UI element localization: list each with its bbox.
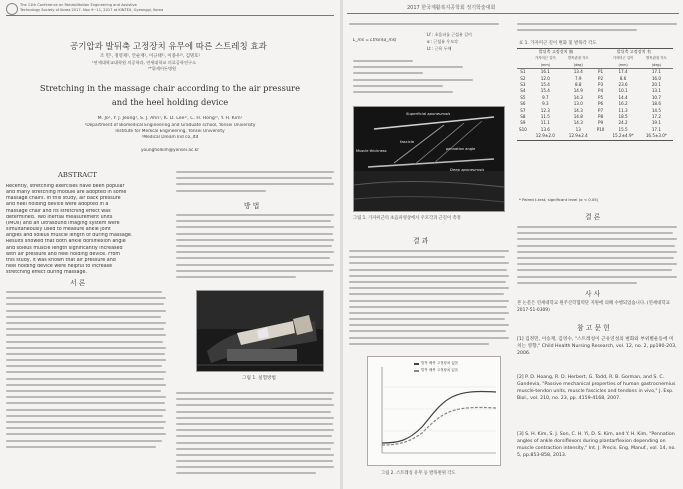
right-header-rule	[347, 13, 679, 14]
massage-chair-photo-illustration	[197, 291, 323, 371]
table-cell: 16.5±3.0*	[640, 133, 673, 140]
table-cell: S1	[520, 69, 526, 75]
left-page	[0, 0, 340, 489]
abstract-line: and many stretching module are adopted in some	[6, 190, 127, 196]
table-cell: 17.4	[618, 69, 628, 75]
running-header: 2017 한국재활복지공학회 정기학술대회	[407, 5, 496, 11]
table-cell: P7	[598, 107, 604, 113]
table-footnote: * Paired t-test, significant level (α < 0.05)	[519, 197, 599, 202]
table-cell: P6	[598, 101, 604, 107]
table-cell: 9.7	[542, 94, 549, 100]
table-cell	[595, 133, 607, 140]
abstract-line: stretching effect during massage.	[6, 270, 88, 276]
table-cell: 12.0	[540, 75, 550, 81]
table-cell: 12.9±2.4	[562, 133, 595, 140]
table-mean-row	[517, 133, 673, 140]
figure1-photo	[196, 290, 324, 372]
conclusion-text-lines	[517, 226, 677, 288]
table-cell: 14.3	[573, 120, 583, 126]
table-body	[517, 69, 673, 140]
table-cell: 15.4	[540, 88, 550, 94]
header-rule	[6, 15, 334, 16]
table-subheader: 발목관절 각도 (deg)	[640, 55, 673, 68]
result-heading: 결 과	[413, 237, 429, 245]
ultrasound-image-illustration	[354, 107, 504, 211]
table-cell: 23.6	[618, 82, 628, 88]
table-cell: 17.1	[651, 69, 661, 75]
table-cell: 20.1	[651, 82, 661, 88]
korean-authors: 조 민¹, 정영재¹, 안순재¹, 이규태¹⁾, 이종우²⁾, 김명호¹	[100, 54, 201, 59]
method-heading: 방 법	[244, 202, 260, 210]
korean-affiliation: ¹연세대학교대학원 의공학과, 연세대학교 의료공학연구소	[92, 60, 197, 65]
english-affiliation-3: ²Medical Dream Ind co.,ltd	[141, 135, 199, 140]
figure2-caption: 그림 1. 가자미근의 초음파영상에서 우모각과 근길이 측정	[353, 216, 461, 221]
table-cell: P3	[598, 82, 604, 88]
equation-lines	[353, 60, 503, 97]
reference-1: [1] 김정민, 이승재, 김영수, "스트레칭이 근유연성의 변화와 부위별운동에 미치는 영향," Child Health Nursing Research, vol. 12, no. 2, pp190-203, 2006.	[517, 337, 677, 356]
table-cell: 13.1	[651, 88, 661, 94]
table-group-header-with: 발뒤축 고정장치 有	[595, 49, 673, 56]
eq-intro-lines	[349, 23, 509, 29]
equation-def-lt: Lt : 근육 두께	[427, 46, 452, 51]
table-cell: 13.6	[540, 126, 550, 132]
table-cell: 14.8	[573, 114, 583, 120]
abstract-text	[6, 184, 168, 276]
table-subheader: 가자미근 길이 (mm)	[529, 55, 562, 68]
ack-text: 본 논문은 연세대학교 원주산학협력단 지원에 의해 수행되었습니다. (연세대학교 2017-51-0309)	[517, 301, 670, 313]
table-cell: 13.4	[573, 69, 583, 75]
table-cell: 12.9±2.0	[529, 133, 562, 140]
table-cell: 16.0	[651, 75, 661, 81]
table-cell: P10	[596, 126, 605, 132]
author-email: youngholkim@yonsei.ac.kr	[140, 148, 199, 153]
right-page	[343, 0, 683, 489]
figure3-graph	[367, 356, 501, 466]
label-superficial-aponeurosis: Superficial aponeurosis	[406, 111, 451, 116]
abstract-line: simultaneously used to measure ankle joint	[6, 227, 111, 233]
table-cell: 14.5	[651, 107, 661, 113]
table-cell: S9	[520, 120, 526, 126]
table-cell: 14.4	[618, 94, 628, 100]
abstract-line: with air pressure and heel holding device. From	[6, 251, 121, 257]
abstract-line: massage chair and its stretching effect was	[6, 208, 111, 214]
table-caption: 표 1. 가자미근 길이 변화 및 발목각 각도	[519, 41, 597, 46]
graph-line-with-device	[382, 407, 496, 445]
table-cell: 17.1	[651, 126, 661, 132]
english-title-line2: and the heel holding device	[111, 97, 229, 107]
table-subheader: 가자미근 길이 (mm)	[606, 55, 639, 68]
korean-title: 공기압과 발뒤축 고정장치 유무에 따른 스트레칭 효과	[70, 42, 267, 52]
legend-with-device: 발목 배측 고정장치 있음	[421, 368, 459, 372]
abstract-heading: ABSTRACT	[58, 171, 97, 179]
table-cell: 15.4	[540, 82, 550, 88]
references-heading: 참 고 문 헌	[577, 324, 610, 332]
table-cell: P4	[598, 88, 604, 94]
table-subheader	[595, 55, 607, 68]
reference-2: [2] P. D. Hoang, R. D. Herbert, G. Todd, R. B. Gorman, and S. C. Gandevia, "Passive mechanical properties of human gastrocnemius muscle-tendon units, muscle fascicles and tendons in vivo," J. Exp. Biol., vol. 210, no. 23, pp. 4159-4168, 2007.	[517, 375, 676, 401]
table-cell: 11.1	[540, 120, 550, 126]
table-subheader: 발목관절 각도 (deg)	[562, 55, 595, 68]
table-cell: 12.3	[540, 107, 550, 113]
table-cell: 16.2	[618, 101, 628, 107]
table-cell: 13	[575, 126, 581, 132]
table-cell: 15.5	[618, 126, 628, 132]
table-cell: P9	[598, 120, 604, 126]
abstract-line: and soleus muscle length significantly increased	[6, 245, 123, 251]
table-cell: 14.3	[573, 107, 583, 113]
table-cell: 18.6	[651, 101, 661, 107]
table-cell: P2	[598, 75, 604, 81]
label-fascicle: fascicle	[400, 139, 415, 144]
table-cell: 9.3	[542, 101, 549, 107]
english-affiliation-1: ¹Department of Biomedical Engineering and Graduate school, Yonsei University	[84, 123, 256, 128]
left-col2-top-lines	[176, 171, 334, 196]
korean-affiliation-2: ²*위세이든병원	[148, 66, 177, 71]
legend-without-device: 발목 배측 고정장치 없음	[421, 361, 459, 365]
table-cell: 13.0	[573, 101, 583, 107]
abstract-line: angles and soleus muscle length of during massage.	[6, 233, 133, 239]
table-group-header-without: 발뒤축 고정장치 無	[517, 49, 595, 56]
figure3-caption: 그림 2. 스트레칭 유무 등 발목변위 각도	[381, 471, 456, 476]
table-cell: 11.3	[618, 107, 628, 113]
conference-header-line2: Technology Society of Korea 2017. Nov 9~11, 2017 at KINTEX, Gyeonggi, Korea	[20, 8, 164, 12]
table-cell: S10	[519, 126, 527, 132]
abstract-line: Results showed that both ankle dorsiflexion angle	[6, 239, 126, 245]
table-cell: 14.3	[573, 94, 583, 100]
table-cell: 17.2	[651, 114, 661, 120]
ankle-angle-graph	[368, 357, 500, 465]
abstract-line: Recently, stretching exercises have been popular	[6, 184, 125, 189]
method-text-lines	[176, 214, 334, 282]
table-cell: P5	[598, 94, 604, 100]
figure2-ultrasound	[353, 106, 505, 212]
table-cell: 24.2	[618, 120, 628, 126]
english-affiliation-2: Institute for Medical Engineering, Yonsei University	[115, 129, 225, 134]
table-cell: S3	[520, 82, 526, 88]
abstract-line: heel holding device were helpful to increase	[6, 264, 113, 270]
table-cell: S2	[520, 75, 526, 81]
intro-text-lines	[6, 291, 166, 452]
english-title-line1: Stretching in the massage chair according to the air pressure	[39, 83, 301, 93]
table-cell: 10.1	[618, 88, 628, 94]
conference-header-line1: The 11th Conference on Rehabilitation Engineering and Assistive	[20, 3, 137, 7]
abstract-line: massage chairs. In this study, air back pressure	[6, 196, 121, 202]
table-cell: 8.8	[575, 82, 582, 88]
table-cell: S7	[520, 107, 526, 113]
conclusion-heading: 결 론	[585, 213, 601, 221]
table-subheader	[517, 55, 529, 68]
table-cell: 7.9	[575, 75, 582, 81]
method-text-lines-2	[176, 392, 334, 479]
table-cell: P1	[598, 69, 604, 75]
conference-logo-icon	[6, 3, 18, 15]
table-cell	[517, 133, 529, 140]
table-cell: 10.7	[651, 94, 661, 100]
table-cell: 11.5	[540, 114, 550, 120]
table-cell: S5	[520, 94, 526, 100]
label-pennation-angle: pennation angle	[446, 147, 476, 151]
abstract-line: (IMUs) and an ultrasound imaging system were	[6, 220, 120, 226]
abstract-line: and heel holding device were adopted in a	[6, 202, 109, 208]
label-muscle-thickness: Muscle thickness	[356, 149, 387, 153]
table-cell: S8	[520, 114, 526, 120]
table-cell: 8.6	[619, 75, 627, 81]
table-cell: 15.2±4.9*	[606, 133, 639, 140]
table-cell: P8	[598, 114, 604, 120]
table-cell: 19.1	[651, 120, 661, 126]
equation-def-lf: Lf : 초음파를 근섬유 길이	[427, 32, 472, 37]
figure1-caption: 그림 1. 실험방법	[242, 376, 276, 381]
abstract-line: determined. Two inertial measurement units	[6, 214, 113, 220]
label-deep-aponeurosis: Deep aponeurosis	[450, 167, 485, 172]
table-cell: 14.9	[573, 88, 583, 94]
table-cell: S6	[520, 101, 526, 107]
reference-3: [3] S. H. Kim, S. J. Son, C. H. Yi, D. S. Kim, and Y. H. Kim, "Pennation angles of ankle dorsiflexors during plantarflexion depending on muscle contraction intensity," Int. J. Precis. Eng. Manuf., vol. 14, no. 5, pp.853-858, 2013.	[517, 432, 676, 458]
table-cell: S4	[520, 88, 526, 94]
results-table	[517, 48, 673, 141]
equation-def-alpha: α : 근섬유 우모각	[427, 39, 458, 44]
right-col-top-lines	[517, 23, 677, 35]
result-text-lines	[349, 250, 509, 349]
equation-1: L_ms = Lf/sin(α_ms)	[353, 38, 397, 43]
abstract-line: this study, it was known that air pressure and	[6, 257, 116, 263]
table-cell: 18.5	[618, 114, 628, 120]
english-authors: M. Jo¹, Y. J. Jeong¹, S. J. Ahn¹, K. D. Lee¹⁾, C. H. Hong²⁾, Y. H. Kim¹	[97, 116, 243, 121]
table-row	[517, 69, 673, 76]
intro-heading: 서 론	[70, 279, 86, 287]
ack-heading: 사 사	[585, 290, 601, 298]
table-cell: 16.1	[540, 69, 550, 75]
